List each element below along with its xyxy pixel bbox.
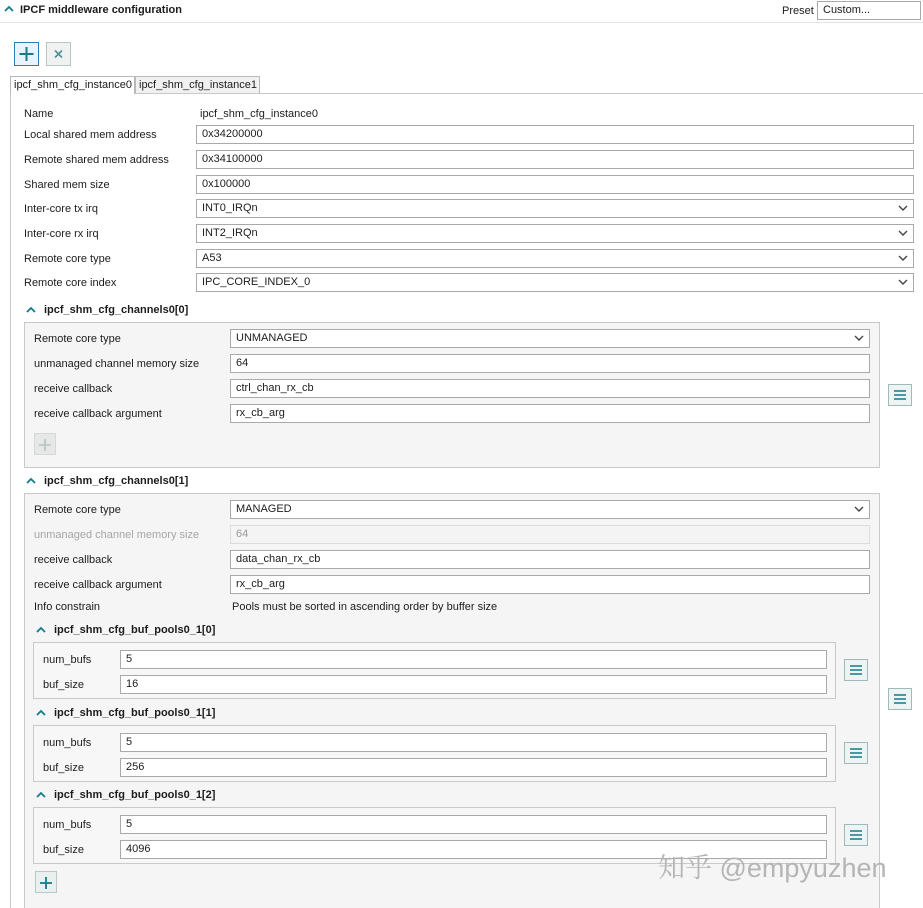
channel0-cb-input[interactable]: ctrl_chan_rx_cb bbox=[230, 379, 870, 398]
chevron-down-icon bbox=[898, 225, 908, 242]
tx-irq-label: Inter-core tx irq bbox=[24, 203, 98, 215]
pool0-title: ipcf_shm_cfg_buf_pools0_1[0] bbox=[54, 624, 216, 636]
collapse-chevron-icon[interactable] bbox=[4, 5, 14, 13]
rx-irq-value: INT2_IRQn bbox=[202, 227, 258, 239]
mem-size-input[interactable]: 0x100000 bbox=[196, 175, 914, 194]
chevron-down-icon bbox=[898, 200, 908, 217]
pool2-title: ipcf_shm_cfg_buf_pools0_1[2] bbox=[54, 789, 216, 801]
channel1-core-type-value: MANAGED bbox=[236, 503, 292, 515]
channel1-collapse-chevron-icon[interactable] bbox=[26, 477, 36, 485]
core-index-value: IPC_CORE_INDEX_0 bbox=[202, 276, 311, 288]
menu-icon bbox=[849, 664, 863, 676]
pool2-buf-size-input[interactable]: 4096 bbox=[120, 840, 827, 859]
pool2-menu-button[interactable] bbox=[844, 824, 868, 846]
core-index-label: Remote core index bbox=[24, 277, 117, 289]
pool1-num-bufs-input[interactable]: 5 bbox=[120, 733, 827, 752]
preset-select[interactable]: Custom... bbox=[817, 1, 921, 20]
channel0-mem-size-input[interactable]: 64 bbox=[230, 354, 870, 373]
plus-icon bbox=[38, 438, 52, 452]
channel1-menu-button[interactable] bbox=[888, 688, 912, 710]
pool0-num-bufs-input[interactable]: 5 bbox=[120, 650, 827, 669]
core-type-label: Remote core type bbox=[24, 253, 111, 265]
channel1-core-type-label: Remote core type bbox=[34, 504, 121, 516]
core-type-select[interactable] bbox=[196, 249, 914, 268]
local-mem-input[interactable]: 0x34200000 bbox=[196, 125, 914, 144]
core-type-value: A53 bbox=[202, 252, 222, 264]
tab-instance1[interactable]: ipcf_shm_cfg_instance1 bbox=[135, 76, 260, 94]
tx-irq-value: INT0_IRQn bbox=[202, 202, 258, 214]
rx-irq-select[interactable] bbox=[196, 224, 914, 243]
pool1-title: ipcf_shm_cfg_buf_pools0_1[1] bbox=[54, 707, 216, 719]
remote-mem-label: Remote shared mem address bbox=[24, 154, 169, 166]
pool0-buf-size-input[interactable]: 16 bbox=[120, 675, 827, 694]
local-mem-label: Local shared mem address bbox=[24, 129, 157, 141]
pool1-menu-button[interactable] bbox=[844, 742, 868, 764]
channel0-core-type-label: Remote core type bbox=[34, 333, 121, 345]
chevron-down-icon bbox=[898, 274, 908, 291]
watermark: 知乎 @empyuzhen bbox=[658, 853, 887, 883]
chevron-down-icon bbox=[854, 330, 864, 347]
channel0-cb-arg-label: receive callback argument bbox=[34, 408, 162, 420]
pool0-menu-button[interactable] bbox=[844, 659, 868, 681]
menu-icon bbox=[893, 693, 907, 705]
channel0-cb-label: receive callback bbox=[34, 383, 113, 395]
pool2-buf-size-label: buf_size bbox=[43, 844, 84, 856]
channel1-mem-size-label: unmanaged channel memory size bbox=[34, 529, 200, 541]
name-value: ipcf_shm_cfg_instance0 bbox=[200, 108, 319, 120]
channel1-cb-arg-input[interactable]: rx_cb_arg bbox=[230, 575, 870, 594]
pool0-buf-size-label: buf_size bbox=[43, 679, 84, 691]
plus-icon bbox=[39, 876, 53, 890]
channel0-mem-size-label: unmanaged channel memory size bbox=[34, 358, 200, 370]
channel1-title: ipcf_shm_cfg_channels0[1] bbox=[44, 475, 189, 487]
mem-size-label: Shared mem size bbox=[24, 179, 110, 191]
pool1-collapse-chevron-icon[interactable] bbox=[36, 709, 46, 717]
rx-irq-label: Inter-core rx irq bbox=[24, 228, 99, 240]
add-pool-button[interactable] bbox=[35, 871, 57, 893]
pool0-num-bufs-label: num_bufs bbox=[43, 654, 92, 666]
channel1-mem-size-input: 64 bbox=[230, 525, 870, 544]
remove-instance-button[interactable] bbox=[46, 42, 71, 66]
page-title: IPCF middleware configuration bbox=[20, 4, 182, 16]
preset-label: Preset bbox=[782, 5, 814, 17]
pool2-num-bufs-input[interactable]: 5 bbox=[120, 815, 827, 834]
pool2-collapse-chevron-icon[interactable] bbox=[36, 791, 46, 799]
add-instance-button[interactable] bbox=[14, 42, 39, 66]
channel0-cb-arg-input[interactable]: rx_cb_arg bbox=[230, 404, 870, 423]
channel1-cb-label: receive callback bbox=[34, 554, 113, 566]
pool0-collapse-chevron-icon[interactable] bbox=[36, 626, 46, 634]
remote-mem-input[interactable]: 0x34100000 bbox=[196, 150, 914, 169]
channel1-info-label: Info constrain bbox=[34, 601, 101, 613]
channel1-core-type-select[interactable] bbox=[230, 500, 870, 519]
name-label: Name bbox=[24, 108, 54, 120]
close-icon bbox=[47, 43, 70, 65]
channel1-cb-arg-label: receive callback argument bbox=[34, 579, 162, 591]
menu-icon bbox=[849, 829, 863, 841]
plus-icon bbox=[15, 43, 38, 65]
chevron-down-icon bbox=[898, 250, 908, 267]
channel0-title: ipcf_shm_cfg_channels0[0] bbox=[44, 304, 189, 316]
tab-instance0[interactable]: ipcf_shm_cfg_instance0 bbox=[10, 76, 135, 94]
pool2-num-bufs-label: num_bufs bbox=[43, 819, 92, 831]
channel0-core-type-value: UNMANAGED bbox=[236, 332, 308, 344]
menu-icon bbox=[893, 389, 907, 401]
pool1-num-bufs-label: num_bufs bbox=[43, 737, 92, 749]
chevron-down-icon bbox=[854, 501, 864, 518]
core-index-select[interactable] bbox=[196, 273, 914, 292]
channel0-add-button[interactable] bbox=[34, 433, 56, 455]
channel0-collapse-chevron-icon[interactable] bbox=[26, 306, 36, 314]
menu-icon bbox=[849, 747, 863, 759]
header-divider bbox=[0, 22, 923, 23]
tx-irq-select[interactable] bbox=[196, 199, 914, 218]
channel1-cb-input[interactable]: data_chan_rx_cb bbox=[230, 550, 870, 569]
channel0-core-type-select[interactable] bbox=[230, 329, 870, 348]
channel0-menu-button[interactable] bbox=[888, 384, 912, 406]
channel1-info-value: Pools must be sorted in ascending order by buffer size bbox=[232, 601, 498, 613]
pool1-buf-size-label: buf_size bbox=[43, 762, 84, 774]
pool1-buf-size-input[interactable]: 256 bbox=[120, 758, 827, 777]
